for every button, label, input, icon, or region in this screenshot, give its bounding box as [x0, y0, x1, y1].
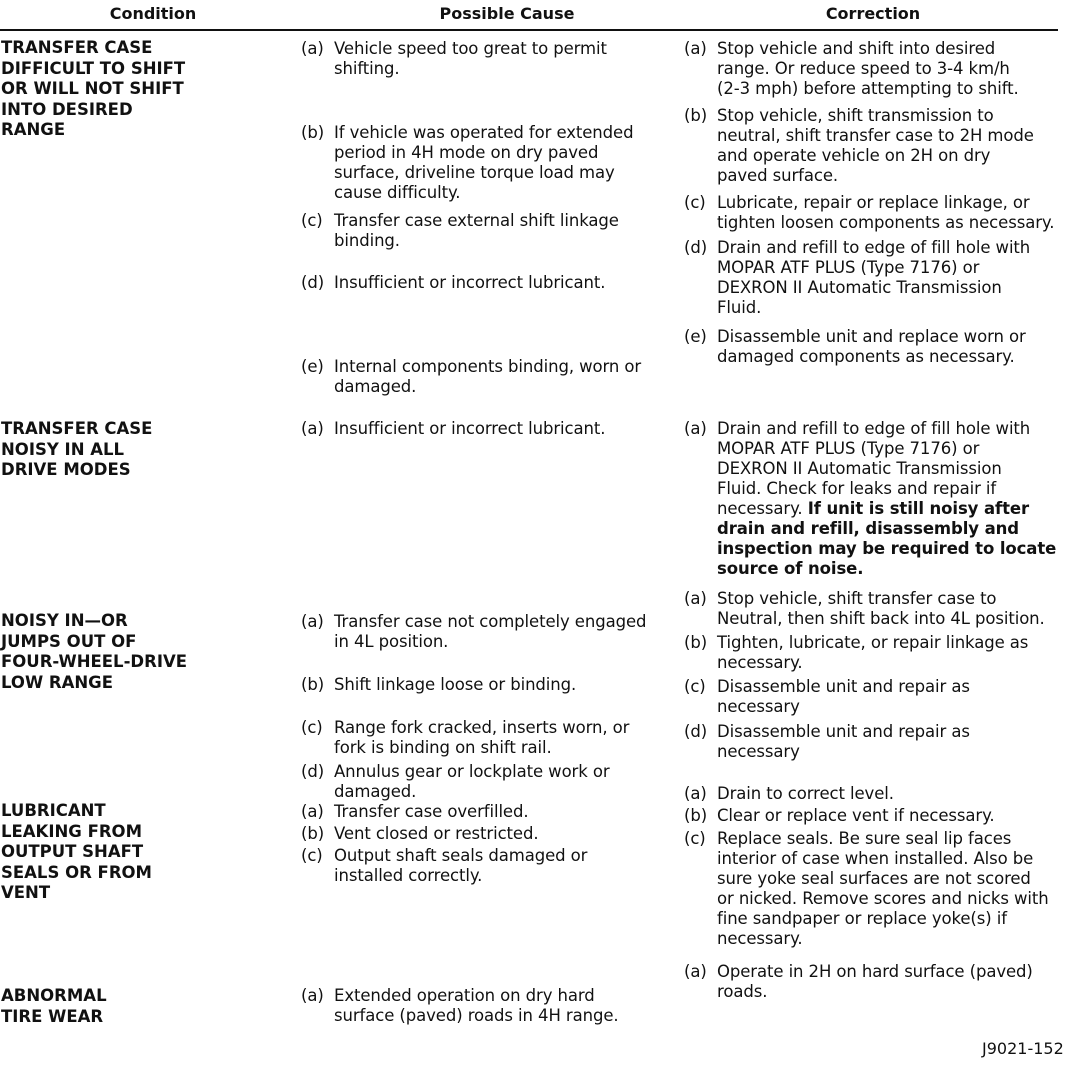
correction-item: (e) Disassemble unit and replace worn or damaged components as necessary. [684, 327, 1026, 366]
correction-item: (b) Stop vehicle, shift transmission to neutral, shift transfer case to 2H mode and operate vehicle on 2H on dry paved surface. [684, 106, 1034, 185]
cause-item: (a) Insufficient or incorrect lubricant. [301, 419, 606, 438]
condition-transfer-case-noisy: TRANSFER CASE NOISY IN ALL DRIVE MODES [1, 419, 153, 479]
cause-item: (d) Annulus gear or lockplate work or damaged. [301, 762, 610, 801]
condition-abnormal-tire-wear: ABNORMAL TIRE WEAR [1, 986, 107, 1026]
cause-item: (b) If vehicle was operated for extended period in 4H mode on dry paved surface, driveline torque load may cause difficulty. [301, 123, 634, 202]
condition-noisy-in-or-jumps-out: NOISY IN—OR JUMPS OUT OF FOUR-WHEEL-DRIVE LOW RANGE [1, 611, 188, 692]
correction-item: (a) Drain to correct level. [684, 784, 894, 803]
cause-item: (e) Internal components binding, worn or damaged. [301, 357, 642, 396]
cause-item: (a) Extended operation on dry hard surface (paved) roads in 4H range. [301, 986, 619, 1025]
header-possible-cause: Possible Cause [439, 4, 575, 23]
cause-item: (b) Vent closed or restricted. [301, 824, 539, 843]
correction-item: (c) Disassemble unit and repair as necessary [684, 677, 970, 716]
correction-item: (a) Stop vehicle and shift into desired range. Or reduce speed to 3-4 km/h (2-3 mph) before attempting to shift. [684, 39, 1019, 98]
header-correction: Correction [825, 4, 921, 23]
cause-item: (d) Insufficient or incorrect lubricant. [301, 273, 606, 292]
cause-item: (a) Transfer case overfilled. [301, 802, 529, 821]
cause-item: (b) Shift linkage loose or binding. [301, 675, 577, 694]
cause-item: (c) Output shaft seals damaged or installed correctly. [301, 846, 588, 885]
cause-item: (c) Transfer case external shift linkage binding. [301, 211, 619, 250]
cause-item: (a) Transfer case not completely engaged in 4L position. [301, 612, 647, 651]
correction-item: (a) Drain and refill to edge of fill hole with MOPAR ATF PLUS (Type 7176) or DEXRON II Automatic Transmission Fluid. Check for leaks and repair if necessary. If unit is still noisy after drain and refill, disassembly and inspection may be required to locate source of noise. [684, 419, 1057, 578]
condition-transfer-case-difficult-to-shift: TRANSFER CASE DIFFICULT TO SHIFT OR WILL NOT SHIFT INTO DESIRED RANGE [1, 38, 186, 139]
correction-item: (c) Lubricate, repair or replace linkage, or tighten loosen components as necessary. [684, 193, 1055, 232]
correction-item: (d) Drain and refill to edge of fill hole with MOPAR ATF PLUS (Type 7176) or DEXRON II Automatic Transmission Fluid. [684, 238, 1031, 317]
correction-item: (c) Replace seals. Be sure seal lip faces interior of case when installed. Also be sure yoke seal surfaces are not scored or nicked. Remove scores and nicks with fine sandpaper or replace yoke(s) if necessary. [684, 829, 1049, 948]
header-condition: Condition [109, 4, 197, 23]
header-rule [0, 29, 1058, 31]
correction-item: (a) Operate in 2H on hard surface (paved) roads. [684, 962, 1033, 1001]
figure-id: J9021-152 [982, 1039, 1064, 1058]
condition-lubricant-leaking: LUBRICANT LEAKING FROM OUTPUT SHAFT SEALS OR FROM VENT [1, 801, 152, 902]
correction-item: (b) Clear or replace vent if necessary. [684, 806, 995, 825]
correction-item: (b) Tighten, lubricate, or repair linkage as necessary. [684, 633, 1029, 672]
correction-item: (a) Stop vehicle, shift transfer case to Neutral, then shift back into 4L position. [684, 589, 1045, 628]
correction-item: (d) Disassemble unit and repair as necessary [684, 722, 970, 761]
cause-item: (a) Vehicle speed too great to permit shifting. [301, 39, 607, 78]
cause-item: (c) Range fork cracked, inserts worn, or fork is binding on shift rail. [301, 718, 630, 757]
